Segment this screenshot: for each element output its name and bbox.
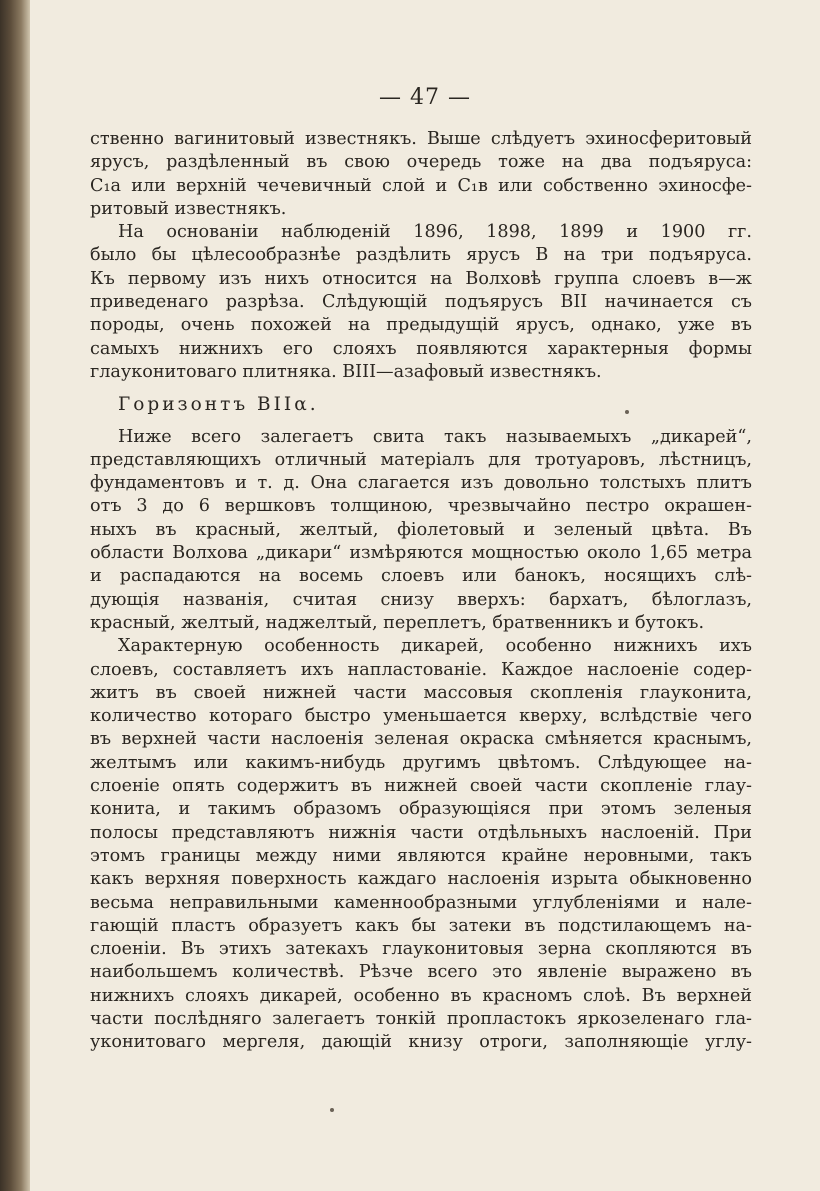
text-line: области Волхова „дикари“ измѣряются мощностью около 1,65 метра [90, 543, 752, 564]
text-line: Къ первому изъ нихъ относится на Волховѣ группа слоевъ в—ж [90, 268, 752, 289]
text-line: дующія названія, считая снизу вверхъ: бархатъ, бѣлоглазъ, [90, 589, 752, 610]
text-line: слоевъ, составляетъ ихъ напластованіе. Каждое наслоеніе содер- [90, 659, 752, 680]
section-heading: Горизонтъ BIIα. [118, 394, 319, 416]
text-line: этомъ границы между ними являются крайне неровными, такъ [90, 845, 752, 866]
text-line: гающій пластъ образуетъ какъ бы затеки въ подстилающемъ на- [90, 915, 752, 936]
text-line: какъ верхняя поверхность каждаго наслоенія изрыта обыкновенно [90, 869, 752, 890]
text-line: и распадаются на восемь слоевъ или банокъ, носящихъ слѣ- [90, 566, 752, 587]
text-line: полосы представляютъ нижнія части отдѣльныхъ наслоеній. При [90, 822, 752, 843]
text-line: отъ 3 до 6 вершковъ толщиною, чрезвычайно пестро окрашен- [90, 496, 752, 517]
book-page [30, 0, 820, 1191]
text-line: слоеніе опять содержитъ въ нижней своей части скопленіе глау- [90, 776, 752, 797]
text-line: Ниже всего залегаетъ свита такъ называемыхъ „дикарей“, [118, 426, 752, 447]
text-line: красный, желтый, наджелтый, переплетъ, братвенникъ и бутокъ. [90, 612, 705, 633]
page-number: — 47 — [379, 85, 471, 110]
text-line: наибольшемъ количествѣ. Рѣзче всего это явленіе выражено въ [90, 962, 752, 983]
text-line: На основаніи наблюденій 1896, 1898, 1899 и 1900 гг. [118, 222, 752, 243]
text-line: уконитоваго мергеля, дающій книзу отроги, заполняющіе углу- [90, 1032, 752, 1053]
text-line: желтымъ или какимъ-нибудь другимъ цвѣтомъ. Слѣдующее на- [90, 752, 752, 773]
text-line: самыхъ нижнихъ его слояхъ появляются характерныя формы [90, 338, 752, 359]
text-line: представляющихъ отличный матеріалъ для тротуаровъ, лѣстницъ, [90, 449, 752, 470]
book-spine-shadow [0, 0, 30, 1191]
text-line: житъ въ своей нижней части массовыя скопленія глауконита, [90, 682, 752, 703]
text-line: части послѣдняго залегаетъ тонкій пропластокъ яркозеленаго гла- [90, 1008, 752, 1029]
text-line: глауконитоваго плитняка. BIII—азафовый известнякъ. [90, 361, 602, 382]
text-line: весьма неправильными каменнообразными углубленіями и нале- [90, 892, 752, 913]
text-line: породы, очень похожей на предыдущій ярусъ, однако, уже въ [90, 315, 752, 336]
text-line: ярусъ, раздѣленный въ свою очередь тоже на два подъяруса: [90, 152, 752, 173]
text-line: Характерную особенность дикарей, особенно нижнихъ ихъ [118, 636, 752, 657]
text-line: слоеніи. Въ этихъ затекахъ глауконитовыя зерна скопляются въ [90, 939, 752, 960]
text-line: фундаментовъ и т. д. Она слагается изъ довольно толстыхъ плитъ [90, 473, 752, 494]
text-line: ритовый известнякъ. [90, 198, 287, 219]
text-line: въ верхней части наслоенія зеленая окраска смѣняется краснымъ, [90, 729, 752, 750]
text-line: нижнихъ слояхъ дикарей, особенно въ красномъ слоѣ. Въ верхней [90, 985, 752, 1006]
text-line: C₁a или верхній чечевичный слой и C₁в или собственно эхиносфе- [90, 175, 752, 196]
text-line: ныхъ въ красный, желтый, фіолетовый и зеленый цвѣта. Въ [90, 519, 752, 540]
text-line: приведенаго разрѣза. Слѣдующій подъярусъ BII начинается съ [90, 292, 752, 313]
ink-speck [330, 1108, 334, 1112]
text-line: количество котораго быстро уменьшается кверху, вслѣдствіе чего [90, 706, 752, 727]
text-line: было бы цѣлесообразнѣе раздѣлить ярусъ B на три подъяруса. [90, 245, 752, 266]
text-line: конита, и такимъ образомъ образующіяся при этомъ зеленыя [90, 799, 752, 820]
text-line: ственно вагинитовый известнякъ. Выше слѣдуетъ эхиносферитовый [90, 129, 752, 149]
ink-speck [625, 410, 629, 414]
text-column [90, 128, 752, 1055]
